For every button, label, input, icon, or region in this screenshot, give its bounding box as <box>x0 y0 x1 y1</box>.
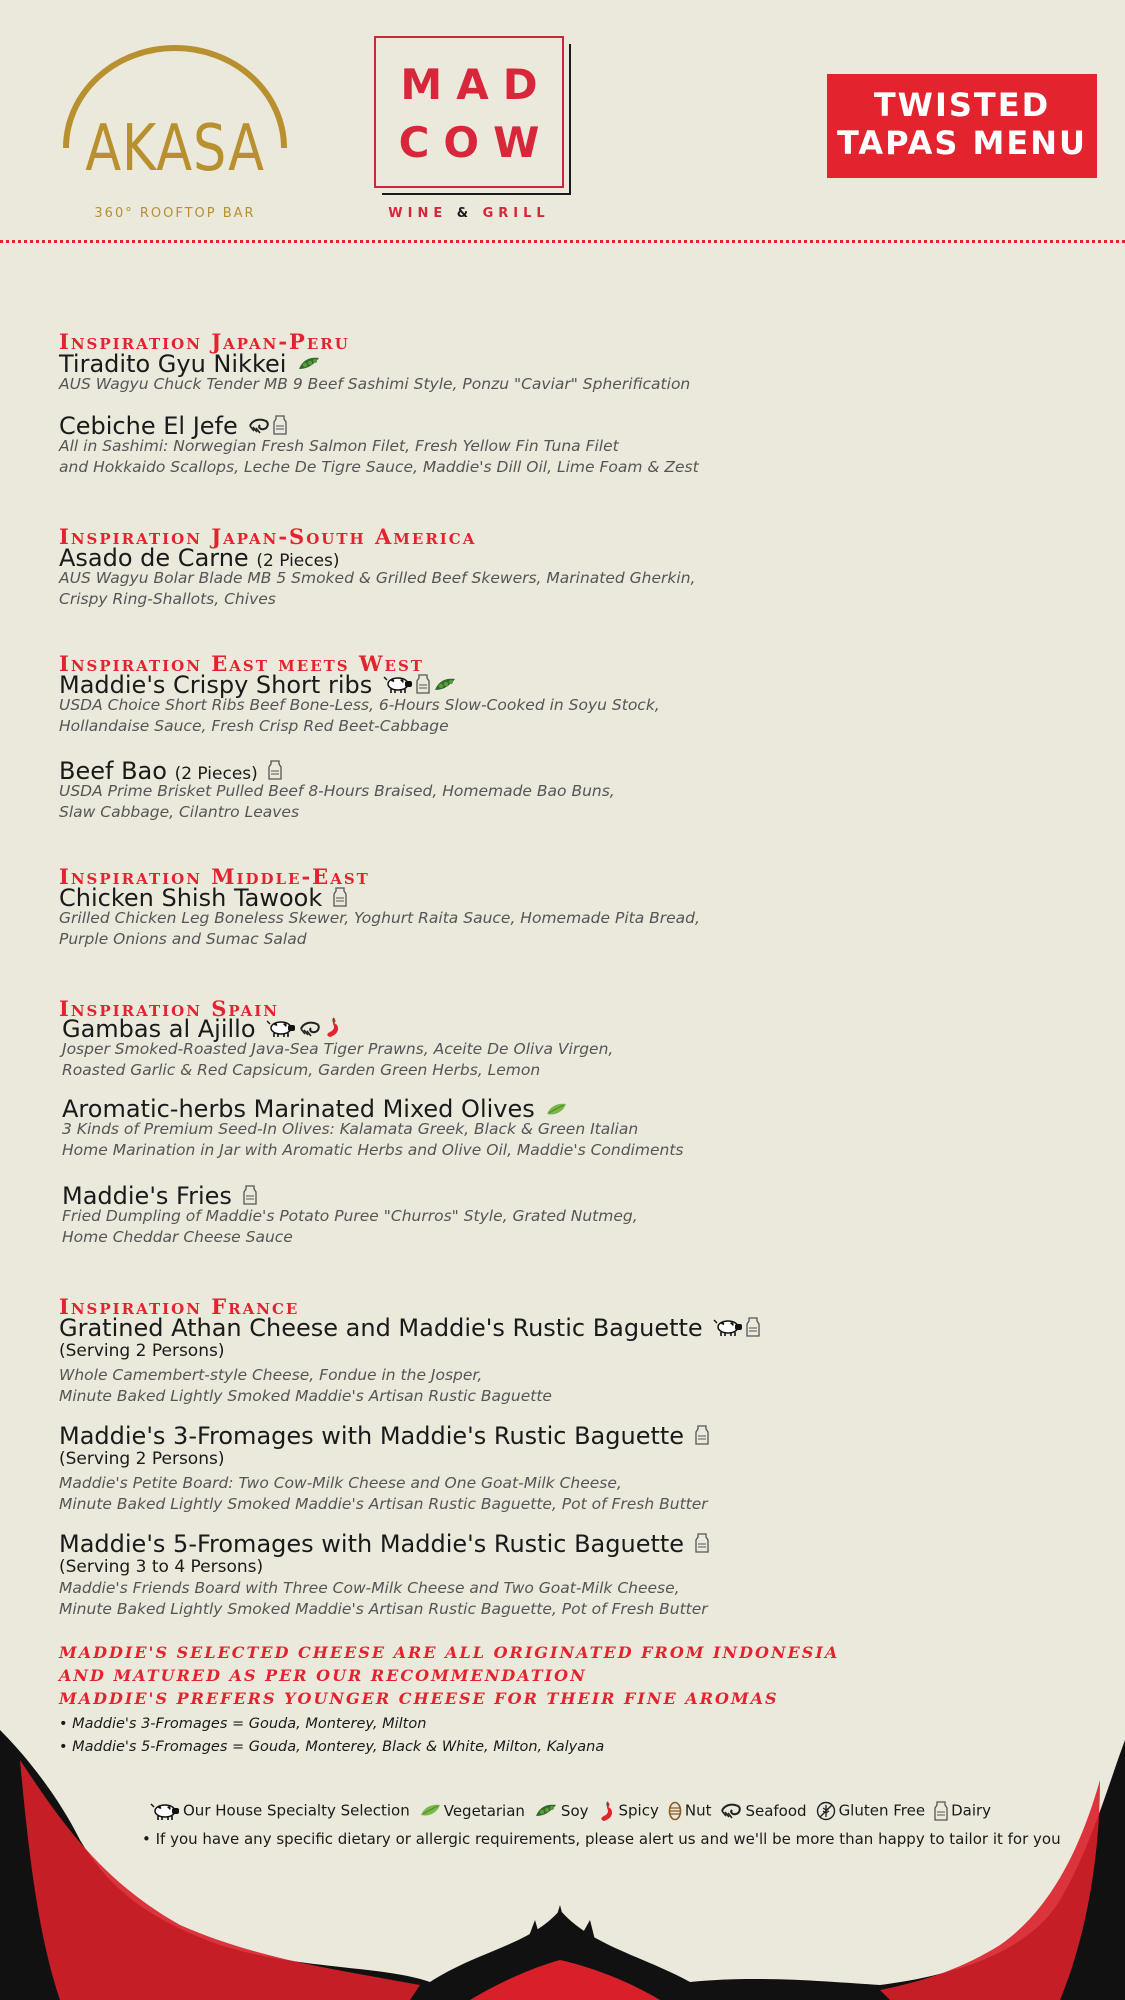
dish-description-line: Roasted Garlic & Red Capsicum, Garden Green Herbs, Lemon <box>62 1061 541 1079</box>
dish-description-line: 3 Kinds of Premium Seed-In Olives: Kalamata Greek, Black & Green Italian <box>62 1120 639 1138</box>
dish-quantity: (2 Pieces) <box>256 551 340 571</box>
nut-icon <box>668 1802 685 1820</box>
dish-description-line: Crispy Ring-Shallots, Chives <box>59 590 276 608</box>
legend-label: Dairy <box>951 1801 992 1820</box>
section-title: Inspiration Middle-East <box>59 864 370 889</box>
banner-line-2: TAPAS MENU <box>836 124 1088 162</box>
house-specialty-icon <box>713 1315 743 1343</box>
legend-label: Gluten Free <box>838 1801 926 1820</box>
cheese-bullet-1: • Maddie's 3-Fromages = Gouda, Monterey, Milton <box>59 1716 427 1732</box>
section-title: Inspiration Japan-Peru <box>59 329 350 354</box>
dietary-legend <box>150 1800 1030 1822</box>
legend-label: Our House Specialty Selection <box>183 1801 410 1820</box>
dish-description-line: Home Cheddar Cheese Sauce <box>62 1228 293 1246</box>
legend-item <box>150 1801 410 1821</box>
madcow-logo <box>374 36 564 188</box>
dish-name: Chicken Shish Tawook <box>59 884 323 912</box>
house-specialty-icon <box>150 1802 183 1820</box>
dish-name-row <box>59 1530 709 1559</box>
dish-name-row <box>59 1422 709 1451</box>
legend-item <box>668 1801 712 1821</box>
bull-horns-illustration <box>0 1720 1125 2000</box>
dish-description-line: USDA Choice Short Ribs Beef Bone-Less, 6-Hours Slow-Cooked in Soyu Stock, <box>59 696 660 714</box>
madcow-subtitle <box>374 206 564 221</box>
gluten-free-icon <box>816 1802 839 1820</box>
cheese-note-line-2: AND MATURED AS PER OUR RECOMMENDATION <box>59 1666 587 1685</box>
section-title: Inspiration Spain <box>59 996 279 1021</box>
akasa-subtitle: 360° ROOFTOP BAR <box>94 206 256 221</box>
dish-description-line: Slaw Cabbage, Cilantro Leaves <box>59 803 300 821</box>
dish-description-line: Minute Baked Lightly Smoked Maddie's Artisan Rustic Baguette <box>59 1387 552 1405</box>
dairy-icon <box>746 1315 760 1343</box>
vegetarian-icon <box>419 1802 444 1820</box>
cheese-bullet-2: • Maddie's 5-Fromages = Gouda, Monterey, Black & White, Milton, Kalyana <box>59 1739 605 1755</box>
dairy-icon <box>934 1802 951 1820</box>
madcow-word-1: MAD <box>400 60 552 109</box>
dish-serving: (Serving 2 Persons) <box>59 1449 225 1469</box>
dish-name: Maddie's Crispy Short ribs <box>59 671 373 699</box>
section-title: Inspiration France <box>59 1294 300 1319</box>
legend-label: Nut <box>684 1801 712 1820</box>
dish-name: Maddie's 3-Fromages with Maddie's Rustic Baguette <box>59 1422 685 1450</box>
dish-description-line: All in Sashimi: Norwegian Fresh Salmon Filet, Fresh Yellow Fin Tuna Filet <box>59 437 619 455</box>
dish-name: Aromatic-herbs Marinated Mixed Olives <box>62 1095 535 1123</box>
dish-serving: (Serving 2 Persons) <box>59 1341 225 1361</box>
dish-quantity: (2 Pieces) <box>174 764 258 784</box>
dish-name-row <box>59 1314 760 1343</box>
dish-description-line: AUS Wagyu Chuck Tender MB 9 Beef Sashimi Style, Ponzu "Caviar" Spherification <box>59 375 691 393</box>
dish-description-line: and Hokkaido Scallops, Leche De Tigre Sauce, Maddie's Dill Oil, Lime Foam & Zest <box>59 458 699 476</box>
akasa-name: AKASA <box>85 112 265 186</box>
madcow-sub-amp: & <box>456 206 474 221</box>
legend-item <box>816 1801 926 1821</box>
dish-name: Cebiche El Jefe <box>59 412 238 440</box>
dish-description-line: Grilled Chicken Leg Boneless Skewer, Yoghurt Raita Sauce, Homemade Pita Bread, <box>59 909 700 927</box>
legend-item <box>534 1802 589 1821</box>
dish-description-line: AUS Wagyu Bolar Blade MB 5 Smoked & Grilled Beef Skewers, Marinated Gherkin, <box>59 569 696 587</box>
dish-description-line: Fried Dumpling of Maddie's Potato Puree "Churros" Style, Grated Nutmeg, <box>62 1207 638 1225</box>
cheese-note-line-1: MADDIE'S SELECTED CHEESE ARE ALL ORIGINATED FROM INDONESIA <box>59 1643 840 1662</box>
dish-description-line: Hollandaise Sauce, Fresh Crisp Red Beet-Cabbage <box>59 717 449 735</box>
dish-description-line: Home Marination in Jar with Aromatic Herbs and Olive Oil, Maddie's Condiments <box>62 1141 684 1159</box>
dotted-divider <box>0 240 1125 243</box>
dish-serving: (Serving 3 to 4 Persons) <box>59 1557 264 1577</box>
dairy-icon <box>695 1531 709 1559</box>
legend-label: Soy <box>560 1801 589 1820</box>
legend-label: Vegetarian <box>443 1801 525 1820</box>
soy-icon <box>534 1802 561 1820</box>
allergy-note: • If you have any specific dietary or allergic requirements, please alert us and we'll be more than happy to tailor it for you <box>142 1830 1061 1848</box>
cheese-note-line-3: MADDIE'S PREFERS YOUNGER CHEESE FOR THEIR FINE AROMAS <box>59 1689 779 1708</box>
dish-name: Gambas al Ajillo <box>62 1015 256 1043</box>
section-title: Inspiration East meets West <box>59 651 424 676</box>
seafood-icon <box>720 1802 745 1820</box>
dish-name: Asado de Carne <box>59 544 249 572</box>
dish-name: Maddie's Fries <box>62 1182 232 1210</box>
spicy-icon <box>598 1802 619 1820</box>
dish-name: Maddie's 5-Fromages with Maddie's Rustic Baguette <box>59 1530 685 1558</box>
madcow-sub-wine: WINE <box>388 206 448 221</box>
madcow-sub-grill: GRILL <box>482 206 550 221</box>
menu-title-banner <box>827 74 1097 178</box>
madcow-word-2: COW <box>398 118 554 167</box>
dish-description-line: Josper Smoked-Roasted Java-Sea Tiger Prawns, Aceite De Oliva Virgen, <box>62 1040 614 1058</box>
dish-description-line: Whole Camembert-style Cheese, Fondue in the Josper, <box>59 1366 483 1384</box>
akasa-logo <box>60 30 290 230</box>
dish-description-line: Purple Onions and Sumac Salad <box>59 930 307 948</box>
dairy-icon <box>695 1423 709 1451</box>
banner-line-1: TWISTED <box>873 86 1051 124</box>
dish-description-line: Maddie's Friends Board with Three Cow-Milk Cheese and Two Goat-Milk Cheese, <box>59 1579 680 1597</box>
dish-name: Beef Bao <box>59 757 167 785</box>
section-title: Inspiration Japan-South America <box>59 524 477 549</box>
dish-description-line: Maddie's Petite Board: Two Cow-Milk Cheese and One Goat-Milk Cheese, <box>59 1474 622 1492</box>
menu-header <box>0 0 1125 245</box>
legend-item <box>934 1801 991 1821</box>
legend-label: Seafood <box>745 1801 807 1820</box>
legend-label: Spicy <box>618 1801 659 1820</box>
dish-description-line: Minute Baked Lightly Smoked Maddie's Artisan Rustic Baguette, Pot of Fresh Butter <box>59 1600 708 1618</box>
legend-item <box>720 1802 806 1821</box>
dish-description-line: Minute Baked Lightly Smoked Maddie's Artisan Rustic Baguette, Pot of Fresh Butter <box>59 1495 708 1513</box>
legend-item <box>598 1800 659 1822</box>
dish-name: Tiradito Gyu Nikkei <box>59 350 287 378</box>
dish-description-line: USDA Prime Brisket Pulled Beef 8-Hours Braised, Homemade Bao Buns, <box>59 782 615 800</box>
legend-item <box>419 1802 525 1820</box>
dish-name: Gratined Athan Cheese and Maddie's Rustic Baguette <box>59 1314 703 1342</box>
